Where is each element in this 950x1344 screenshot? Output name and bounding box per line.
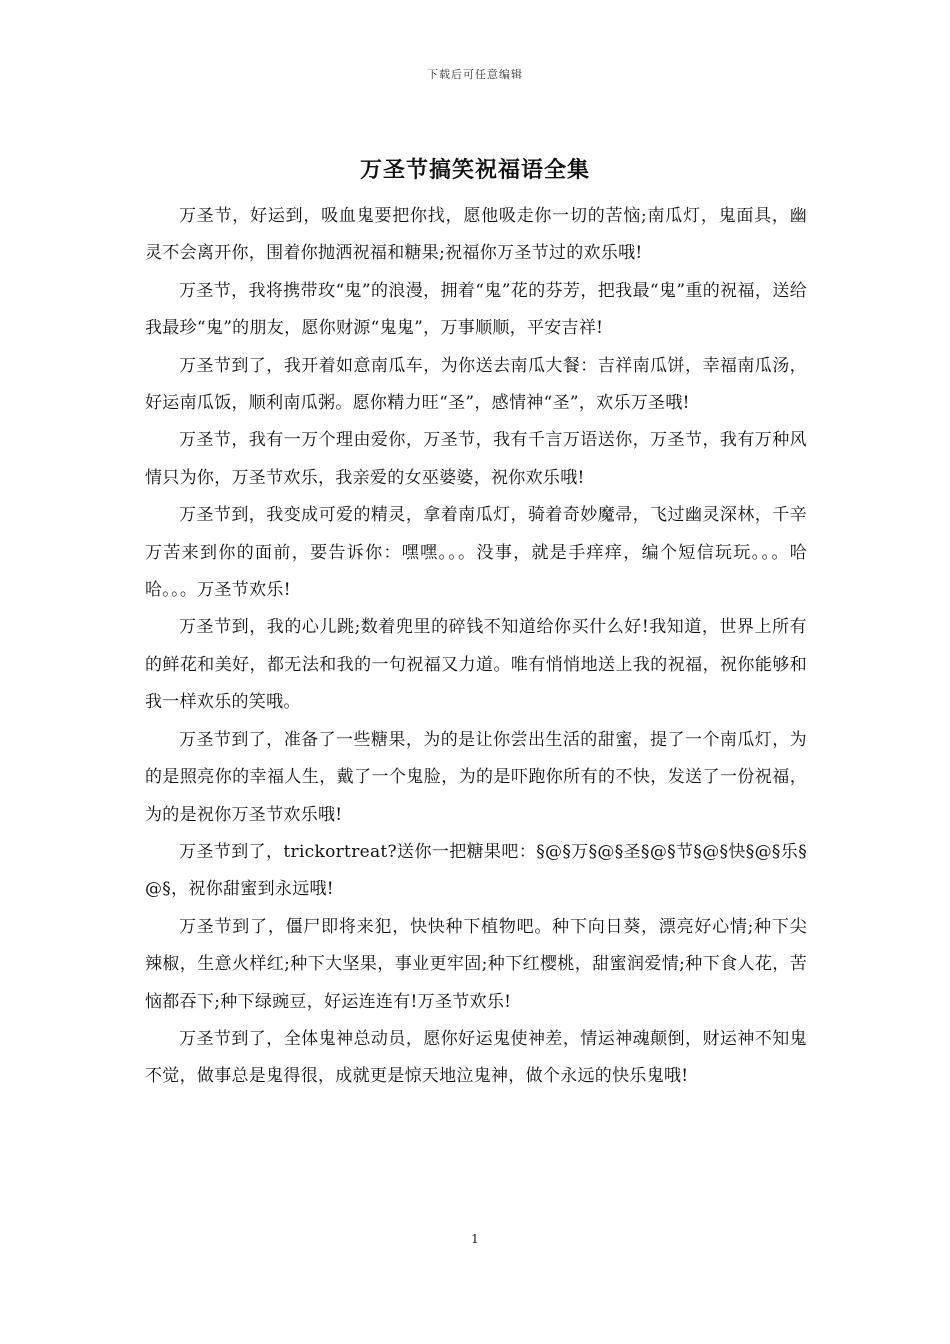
- paragraph: 万圣节到了，trickortreat?送你一把糖果吧：§@§万§@§圣§@§节§@§快§@§乐§@§，祝你甜蜜到永远哦!: [145, 841, 807, 900]
- paragraph: 万圣节到，我的心儿跳;数着兜里的碎钱不知道给你买什么好!我知道，世界上所有的鲜花和美好，都无法和我的一句祝福又力道。唯有悄悄地送上我的祝福，祝你能够和我一样欢乐的笑哦。: [145, 617, 807, 713]
- page-number: 1: [471, 1232, 479, 1246]
- paragraph: 万圣节，我有一万个理由爱你，万圣节，我有千言万语送你，万圣节，我有万种风情只为你，万圣节欢乐，我亲爱的女巫婆婆，祝你欢乐哦!: [145, 430, 807, 488]
- paragraph: 万圣节到了，全体鬼神总动员，愿你好运鬼使神差，情运神魂颠倒，财运神不知鬼不觉，做事总是鬼得很，成就更是惊天地泣鬼神，做个永远的快乐鬼哦!: [145, 1028, 807, 1087]
- header-note: 下载后可任意编辑: [427, 68, 523, 81]
- paragraph: 万圣节到，我变成可爱的精灵，拿着南瓜灯，骑着奇妙魔帚，飞过幽灵深林，千辛万苦来到你的面前，要告诉你：嘿嘿。。。没事，就是手痒痒，编个短信玩玩。。。哈哈。。。万圣节欢乐!: [145, 505, 807, 601]
- document-title: 万圣节搞笑祝福语全集: [359, 157, 590, 183]
- paragraph: 万圣节到了，僵尸即将来犯，快快种下植物吧。种下向日葵，漂亮好心情;种下尖辣椒，生意火样红;种下大坚果，事业更牢固;种下红樱桃，甜蜜润爱情;种下食人花，苦恼都吞下;种下绿豌豆，好运连连有!万圣节欢乐!: [145, 916, 807, 1012]
- paragraph: 万圣节，好运到，吸血鬼要把你找，愿他吸走你一切的苦恼;南瓜灯，鬼面具，幽灵不会离开你，围着你抛洒祝福和糖果;祝福你万圣节过的欢乐哦!: [145, 206, 807, 264]
- document-body: [145, 198, 807, 1096]
- paragraph: 万圣节，我将携带玫“鬼”的浪漫，拥着“鬼”花的芬芳，把我最“鬼”重的祝福，送给我最珍“鬼”的朋友，愿你财源“鬼鬼”，万事顺顺，平安吉祥!: [145, 280, 807, 339]
- paragraph: 万圣节到了，准备了一些糖果，为的是让你尝出生活的甜蜜，提了一个南瓜灯，为的是照亮你的幸福人生，戴了一个鬼脸，为的是吓跑你所有的不快，发送了一份祝福，为的是祝你万圣节欢乐哦!: [145, 729, 807, 825]
- paragraph: 万圣节到了，我开着如意南瓜车，为你送去南瓜大餐：吉祥南瓜饼，幸福南瓜汤，好运南瓜饭，顺利南瓜粥。愿你精力旺“圣”，感情神“圣”，欢乐万圣哦!: [145, 355, 807, 414]
